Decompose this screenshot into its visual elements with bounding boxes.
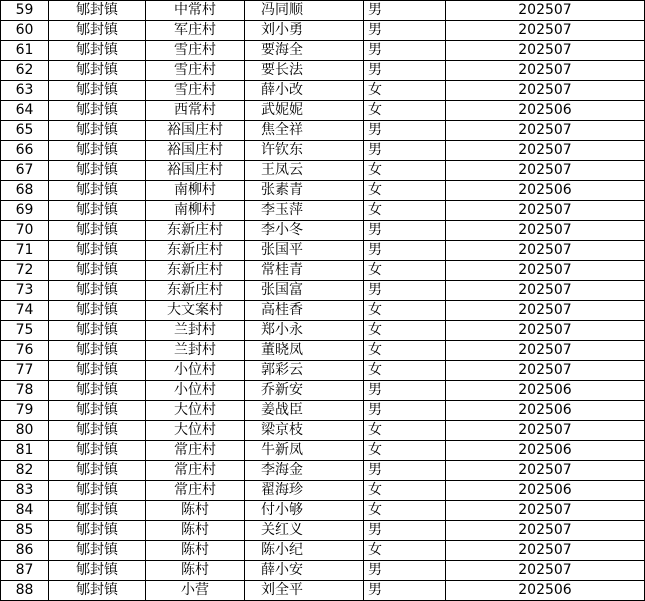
name-cell: 牛新凤: [245, 441, 364, 461]
gender-cell: 女: [364, 81, 446, 101]
town-cell: 郇封镇: [49, 241, 146, 261]
name-cell: 李玉萍: [245, 201, 364, 221]
table-row: [1, 61, 645, 81]
table-row: [1, 381, 645, 401]
row-number: 67: [1, 161, 49, 181]
village-cell: 东新庄村: [146, 281, 245, 301]
village-cell: 小营: [146, 581, 245, 601]
table-row: [1, 321, 645, 341]
town-cell: 郇封镇: [49, 381, 146, 401]
town-cell: 郇封镇: [49, 401, 146, 421]
name-cell: 薛小改: [245, 81, 364, 101]
name-cell: 姜战臣: [245, 401, 364, 421]
village-cell: 中常村: [146, 1, 245, 21]
village-cell: 大文案村: [146, 301, 245, 321]
village-cell: 小位村: [146, 381, 245, 401]
gender-cell: 男: [364, 21, 446, 41]
gender-cell: 女: [364, 101, 446, 121]
gender-cell: 男: [364, 401, 446, 421]
month-cell: 202506: [446, 441, 645, 461]
name-cell: 李海金: [245, 461, 364, 481]
name-cell: 许钦东: [245, 141, 364, 161]
row-number: 64: [1, 101, 49, 121]
table-row: [1, 401, 645, 421]
village-cell: 陈村: [146, 541, 245, 561]
gender-cell: 男: [364, 241, 446, 261]
month-cell: 202507: [446, 121, 645, 141]
gender-cell: 女: [364, 501, 446, 521]
town-cell: 郇封镇: [49, 261, 146, 281]
table-row: [1, 261, 645, 281]
gender-cell: 女: [364, 261, 446, 281]
gender-cell: 男: [364, 1, 446, 21]
town-cell: 郇封镇: [49, 541, 146, 561]
village-cell: 雪庄村: [146, 41, 245, 61]
table-row: [1, 281, 645, 301]
table-row: [1, 201, 645, 221]
name-cell: 武妮妮: [245, 101, 364, 121]
village-cell: 陈村: [146, 561, 245, 581]
month-cell: 202507: [446, 201, 645, 221]
village-cell: 东新庄村: [146, 221, 245, 241]
table-row: [1, 341, 645, 361]
village-cell: 东新庄村: [146, 241, 245, 261]
gender-cell: 女: [364, 441, 446, 461]
table-row: [1, 41, 645, 61]
town-cell: 郇封镇: [49, 201, 146, 221]
row-number: 73: [1, 281, 49, 301]
row-number: 80: [1, 421, 49, 441]
row-number: 62: [1, 61, 49, 81]
town-cell: 郇封镇: [49, 441, 146, 461]
name-cell: 焦全祥: [245, 121, 364, 141]
village-cell: 雪庄村: [146, 61, 245, 81]
town-cell: 郇封镇: [49, 301, 146, 321]
table-row: [1, 81, 645, 101]
table-row: [1, 101, 645, 121]
gender-cell: 男: [364, 141, 446, 161]
table-row: [1, 441, 645, 461]
row-number: 79: [1, 401, 49, 421]
town-cell: 郇封镇: [49, 321, 146, 341]
name-cell: 董晓凤: [245, 341, 364, 361]
table-row: [1, 481, 645, 501]
table-row: [1, 521, 645, 541]
table-row: [1, 181, 645, 201]
gender-cell: 男: [364, 561, 446, 581]
name-cell: 陈小纪: [245, 541, 364, 561]
name-cell: 常桂青: [245, 261, 364, 281]
village-cell: 陈村: [146, 521, 245, 541]
name-cell: 要长法: [245, 61, 364, 81]
town-cell: 郇封镇: [49, 61, 146, 81]
town-cell: 郇封镇: [49, 361, 146, 381]
village-cell: 陈村: [146, 501, 245, 521]
month-cell: 202507: [446, 161, 645, 181]
name-cell: 冯同顺: [245, 1, 364, 21]
month-cell: 202506: [446, 581, 645, 601]
row-number: 77: [1, 361, 49, 381]
name-cell: 乔新安: [245, 381, 364, 401]
gender-cell: 男: [364, 521, 446, 541]
town-cell: 郇封镇: [49, 561, 146, 581]
roster-body: [1, 1, 645, 601]
name-cell: 付小够: [245, 501, 364, 521]
table-row: [1, 221, 645, 241]
table-row: [1, 141, 645, 161]
month-cell: 202506: [446, 401, 645, 421]
table-row: [1, 121, 645, 141]
row-number: 69: [1, 201, 49, 221]
month-cell: 202506: [446, 181, 645, 201]
row-number: 75: [1, 321, 49, 341]
table-row: [1, 361, 645, 381]
name-cell: 张素青: [245, 181, 364, 201]
town-cell: 郇封镇: [49, 421, 146, 441]
village-cell: 裕国庄村: [146, 121, 245, 141]
month-cell: 202507: [446, 21, 645, 41]
gender-cell: 女: [364, 361, 446, 381]
name-cell: 翟海珍: [245, 481, 364, 501]
name-cell: 高桂香: [245, 301, 364, 321]
name-cell: 要海全: [245, 41, 364, 61]
row-number: 60: [1, 21, 49, 41]
gender-cell: 男: [364, 61, 446, 81]
month-cell: 202507: [446, 241, 645, 261]
month-cell: 202507: [446, 321, 645, 341]
row-number: 74: [1, 301, 49, 321]
row-number: 63: [1, 81, 49, 101]
month-cell: 202507: [446, 561, 645, 581]
row-number: 85: [1, 521, 49, 541]
village-cell: 裕国庄村: [146, 141, 245, 161]
village-cell: 兰封村: [146, 321, 245, 341]
town-cell: 郇封镇: [49, 181, 146, 201]
month-cell: 202507: [446, 341, 645, 361]
village-cell: 军庄村: [146, 21, 245, 41]
row-number: 61: [1, 41, 49, 61]
month-cell: 202507: [446, 41, 645, 61]
table-row: [1, 541, 645, 561]
row-number: 76: [1, 341, 49, 361]
month-cell: 202507: [446, 361, 645, 381]
gender-cell: 男: [364, 381, 446, 401]
village-cell: 常庄村: [146, 481, 245, 501]
month-cell: 202506: [446, 481, 645, 501]
month-cell: 202506: [446, 381, 645, 401]
name-cell: 郑小永: [245, 321, 364, 341]
gender-cell: 男: [364, 121, 446, 141]
town-cell: 郇封镇: [49, 581, 146, 601]
table-row: [1, 21, 645, 41]
village-cell: 雪庄村: [146, 81, 245, 101]
village-cell: 兰封村: [146, 341, 245, 361]
month-cell: 202506: [446, 101, 645, 121]
name-cell: 薛小安: [245, 561, 364, 581]
month-cell: 202507: [446, 421, 645, 441]
table-row: [1, 421, 645, 441]
gender-cell: 女: [364, 341, 446, 361]
row-number: 88: [1, 581, 49, 601]
village-cell: 常庄村: [146, 461, 245, 481]
town-cell: 郇封镇: [49, 1, 146, 21]
month-cell: 202507: [446, 141, 645, 161]
row-number: 68: [1, 181, 49, 201]
name-cell: 张国平: [245, 241, 364, 261]
month-cell: 202507: [446, 521, 645, 541]
name-cell: 梁京枝: [245, 421, 364, 441]
town-cell: 郇封镇: [49, 481, 146, 501]
month-cell: 202507: [446, 461, 645, 481]
table-row: [1, 161, 645, 181]
row-number: 70: [1, 221, 49, 241]
row-number: 66: [1, 141, 49, 161]
name-cell: 刘全平: [245, 581, 364, 601]
town-cell: 郇封镇: [49, 121, 146, 141]
row-number: 71: [1, 241, 49, 261]
month-cell: 202507: [446, 61, 645, 81]
gender-cell: 女: [364, 321, 446, 341]
table-row: [1, 501, 645, 521]
month-cell: 202507: [446, 261, 645, 281]
gender-cell: 男: [364, 281, 446, 301]
table-row: [1, 581, 645, 601]
name-cell: 郭彩云: [245, 361, 364, 381]
row-number: 78: [1, 381, 49, 401]
name-cell: 张国富: [245, 281, 364, 301]
month-cell: 202507: [446, 281, 645, 301]
row-number: 65: [1, 121, 49, 141]
row-number: 84: [1, 501, 49, 521]
village-cell: 大位村: [146, 401, 245, 421]
town-cell: 郇封镇: [49, 141, 146, 161]
row-number: 86: [1, 541, 49, 561]
village-cell: 大位村: [146, 421, 245, 441]
gender-cell: 女: [364, 481, 446, 501]
table-row: [1, 461, 645, 481]
gender-cell: 女: [364, 541, 446, 561]
table-row: [1, 301, 645, 321]
village-cell: 西常村: [146, 101, 245, 121]
month-cell: 202507: [446, 541, 645, 561]
village-cell: 南柳村: [146, 201, 245, 221]
gender-cell: 女: [364, 161, 446, 181]
town-cell: 郇封镇: [49, 81, 146, 101]
table-row: [1, 241, 645, 261]
name-cell: 刘小勇: [245, 21, 364, 41]
town-cell: 郇封镇: [49, 21, 146, 41]
town-cell: 郇封镇: [49, 281, 146, 301]
gender-cell: 女: [364, 421, 446, 441]
row-number: 81: [1, 441, 49, 461]
village-cell: 小位村: [146, 361, 245, 381]
month-cell: 202507: [446, 1, 645, 21]
month-cell: 202507: [446, 501, 645, 521]
month-cell: 202507: [446, 301, 645, 321]
table-row: [1, 1, 645, 21]
gender-cell: 男: [364, 221, 446, 241]
town-cell: 郇封镇: [49, 221, 146, 241]
gender-cell: 女: [364, 301, 446, 321]
month-cell: 202507: [446, 221, 645, 241]
town-cell: 郇封镇: [49, 341, 146, 361]
row-number: 59: [1, 1, 49, 21]
name-cell: 王凤云: [245, 161, 364, 181]
gender-cell: 男: [364, 41, 446, 61]
row-number: 83: [1, 481, 49, 501]
gender-cell: 男: [364, 581, 446, 601]
town-cell: 郇封镇: [49, 521, 146, 541]
name-cell: 关红义: [245, 521, 364, 541]
gender-cell: 女: [364, 181, 446, 201]
village-cell: 常庄村: [146, 441, 245, 461]
month-cell: 202507: [446, 81, 645, 101]
gender-cell: 男: [364, 461, 446, 481]
row-number: 72: [1, 261, 49, 281]
town-cell: 郇封镇: [49, 41, 146, 61]
town-cell: 郇封镇: [49, 461, 146, 481]
village-cell: 裕国庄村: [146, 161, 245, 181]
village-cell: 南柳村: [146, 181, 245, 201]
village-cell: 东新庄村: [146, 261, 245, 281]
gender-cell: 女: [364, 201, 446, 221]
town-cell: 郇封镇: [49, 101, 146, 121]
row-number: 82: [1, 461, 49, 481]
town-cell: 郇封镇: [49, 501, 146, 521]
town-cell: 郇封镇: [49, 161, 146, 181]
name-cell: 李小冬: [245, 221, 364, 241]
row-number: 87: [1, 561, 49, 581]
table-row: [1, 561, 645, 581]
